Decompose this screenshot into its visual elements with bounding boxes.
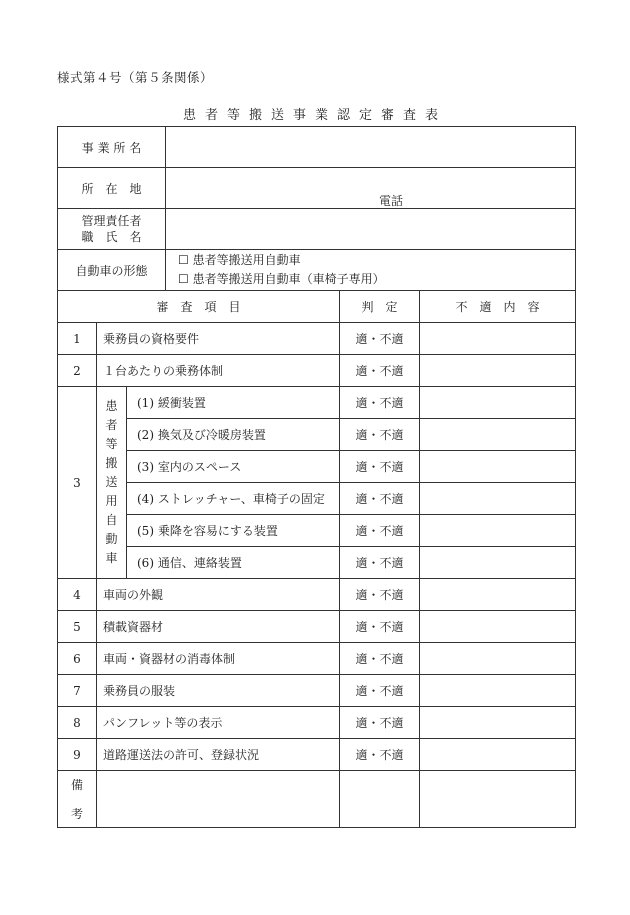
item-label: １台あたりの乗務体制 — [97, 355, 340, 387]
vertical-char: 車 — [105, 551, 118, 565]
vehicle-option-standard-checkbox[interactable]: ☐ 患者等搬送用自動車 — [178, 253, 301, 267]
judgment-option[interactable]: 適・不適 — [340, 611, 420, 643]
vehicle-option-wheelchair-checkbox[interactable]: ☐ 患者等搬送用自動車（車椅子専用） — [178, 272, 385, 286]
reason-field[interactable] — [420, 483, 576, 515]
remarks-label-line2: 考 — [70, 807, 83, 821]
item-number: 5 — [58, 611, 97, 643]
table-row — [58, 739, 576, 771]
judgment-option[interactable]: 適・不適 — [340, 387, 420, 419]
judgment-option[interactable]: 適・不適 — [340, 547, 420, 579]
judgment-option[interactable]: 適・不適 — [340, 515, 420, 547]
location-row — [58, 168, 576, 209]
column-header-item: 審 査 項 目 — [58, 291, 340, 323]
reason-field[interactable] — [420, 355, 576, 387]
judgment-option[interactable]: 適・不適 — [340, 579, 420, 611]
sub-item-label: (2) 換気及び冷暖房装置 — [127, 419, 340, 451]
item-number: 2 — [58, 355, 97, 387]
reason-field[interactable] — [420, 547, 576, 579]
item-number: 4 — [58, 579, 97, 611]
reason-field[interactable] — [420, 643, 576, 675]
vertical-char: 用 — [105, 494, 118, 508]
judgment-option[interactable]: 適・不適 — [340, 643, 420, 675]
vehicle-type-label: 自動車の形態 — [58, 250, 166, 291]
item-label: パンフレット等の表示 — [97, 707, 340, 739]
review-table — [57, 126, 576, 828]
vertical-char: 等 — [105, 437, 118, 451]
judgment-option[interactable]: 適・不適 — [340, 323, 420, 355]
vertical-char: 自 — [105, 513, 118, 527]
reason-field[interactable] — [420, 675, 576, 707]
vertical-char: 送 — [105, 475, 118, 489]
office-name-field[interactable] — [166, 127, 576, 168]
item-label: 車両・資器材の消毒体制 — [97, 643, 340, 675]
reason-field[interactable] — [420, 387, 576, 419]
item-number: 1 — [58, 323, 97, 355]
item-number: 7 — [58, 675, 97, 707]
table-row — [58, 579, 576, 611]
remarks-judgment-field[interactable] — [340, 771, 420, 828]
judgment-option[interactable]: 適・不適 — [340, 483, 420, 515]
table-row — [58, 451, 576, 483]
item-label: 積載資器材 — [97, 611, 340, 643]
table-row — [58, 611, 576, 643]
vertical-char: 患 — [105, 399, 118, 413]
vehicle-type-row — [58, 250, 576, 291]
item-number: 8 — [58, 707, 97, 739]
item-number: 9 — [58, 739, 97, 771]
sub-item-label: (4) ストレッチャー、車椅子の固定 — [127, 483, 340, 515]
item-label: 乗務員の服装 — [97, 675, 340, 707]
table-row — [58, 707, 576, 739]
location-label: 所 在 地 — [58, 168, 166, 209]
document-title: 患者等搬送事業認定審査表 — [182, 108, 447, 123]
table-row — [58, 547, 576, 579]
reason-field[interactable] — [420, 739, 576, 771]
reason-field[interactable] — [420, 451, 576, 483]
vehicle-type-options — [166, 250, 576, 291]
office-name-label: 事 業 所 名 — [58, 127, 166, 168]
column-header-reason: 不 適 内 容 — [420, 291, 576, 323]
judgment-option[interactable]: 適・不適 — [340, 675, 420, 707]
judgment-option[interactable]: 適・不適 — [340, 707, 420, 739]
vertical-char: 者 — [105, 418, 118, 432]
judgment-option[interactable]: 適・不適 — [340, 739, 420, 771]
vertical-char: 搬 — [105, 456, 118, 470]
sub-item-label: (6) 通信、連絡装置 — [127, 547, 340, 579]
table-row — [58, 387, 576, 419]
manager-row — [58, 209, 576, 250]
sub-item-label: (1) 緩衝装置 — [127, 387, 340, 419]
column-header-row — [58, 291, 576, 323]
table-row — [58, 515, 576, 547]
reason-field[interactable] — [420, 323, 576, 355]
judgment-option[interactable]: 適・不適 — [340, 355, 420, 387]
item-label: 乗務員の資格要件 — [97, 323, 340, 355]
reason-field[interactable] — [420, 419, 576, 451]
location-field[interactable] — [166, 168, 576, 209]
reason-field[interactable] — [420, 515, 576, 547]
judgment-option[interactable]: 適・不適 — [340, 419, 420, 451]
manager-field[interactable] — [166, 209, 576, 250]
item-label: 道路運送法の許可、登録状況 — [97, 739, 340, 771]
vehicle-group-vertical-label — [97, 387, 127, 579]
table-row — [58, 483, 576, 515]
remarks-reason-field[interactable] — [420, 771, 576, 828]
column-header-judgment: 判 定 — [340, 291, 420, 323]
sub-item-label: (3) 室内のスペース — [127, 451, 340, 483]
sub-item-label: (5) 乗降を容易にする装置 — [127, 515, 340, 547]
manager-label-line2: 職 氏 名 — [81, 230, 142, 244]
remarks-row — [58, 771, 576, 828]
reason-field[interactable] — [420, 707, 576, 739]
table-row — [58, 323, 576, 355]
remarks-label — [58, 771, 97, 828]
table-row — [58, 419, 576, 451]
table-row — [58, 675, 576, 707]
item-number: 6 — [58, 643, 97, 675]
item-number: 3 — [58, 387, 97, 579]
table-row — [58, 355, 576, 387]
phone-label: 電話 — [379, 194, 404, 208]
table-row — [58, 643, 576, 675]
remarks-label-line1: 備 — [70, 778, 83, 792]
remarks-field[interactable] — [97, 771, 340, 828]
office-name-row — [58, 127, 576, 168]
item-label: 車両の外観 — [97, 579, 340, 611]
form-number: 様式第４号（第５条関係） — [57, 70, 214, 85]
vertical-char: 動 — [105, 532, 118, 546]
reason-field[interactable] — [420, 579, 576, 611]
manager-label-line1: 管理責任者 — [81, 214, 142, 228]
manager-label — [58, 209, 166, 250]
reason-field[interactable] — [420, 611, 576, 643]
judgment-option[interactable]: 適・不適 — [340, 451, 420, 483]
